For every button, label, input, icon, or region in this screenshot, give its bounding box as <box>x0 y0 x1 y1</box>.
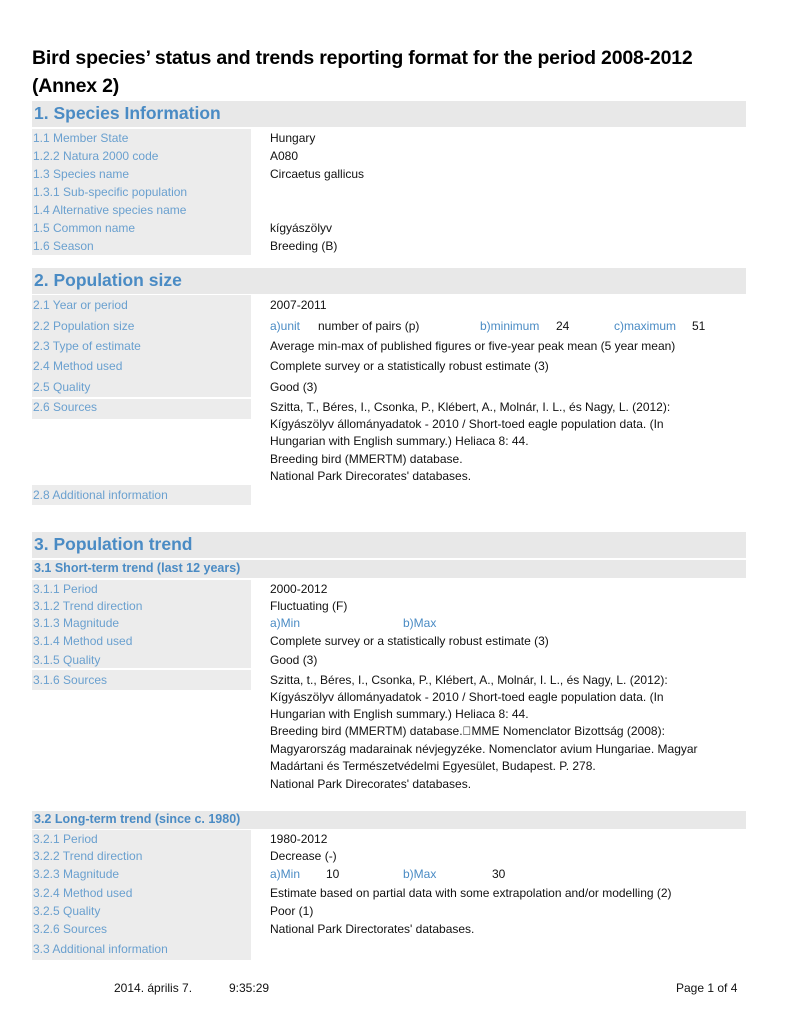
label-long-direction: 3.2.2 Trend direction <box>33 849 143 863</box>
value-species-name: Circaetus gallicus <box>270 167 365 181</box>
value-short-method: Complete survey or a statistically robust estimate (3) <box>270 634 549 648</box>
short-term-title: 3.1 Short-term trend (last 12 years) <box>34 561 241 575</box>
label-long-method: 3.2.4 Method used <box>33 886 133 900</box>
value-common-name: kígyászölyv <box>270 221 333 235</box>
label-sources: 2.6 Sources <box>33 400 98 414</box>
footer-date: 2014. április 7. <box>114 981 193 995</box>
long-min-value: 10 <box>326 867 340 881</box>
label-member-state: 1.1 Member State <box>33 131 129 145</box>
label-type-of-estimate: 2.3 Type of estimate <box>33 339 141 353</box>
label-short-direction: 3.1.2 Trend direction <box>33 599 143 613</box>
section-3-header <box>32 532 746 558</box>
label-long-period: 3.2.1 Period <box>33 832 98 846</box>
long-term-title: 3.2 Long-term trend (since c. 1980) <box>34 812 241 826</box>
label-short-magnitude: 3.1.3 Magnitude <box>33 616 120 630</box>
source-line: Magyarország madarainak névjegyzéke. Nomenclator avium Hungariae. Magyar <box>270 742 698 756</box>
source-line: Szitta, t., Béres, I., Csonka, P., Klébert, A., Molnár, I. L., és Nagy, L. (2012): <box>270 673 668 687</box>
long-max-label: b)Max <box>403 867 437 881</box>
label-quality: 2.5 Quality <box>33 380 91 394</box>
source-line: Kígyászölyv állományadatok - 2010 / Short-toed eagle population data. (In <box>270 417 664 431</box>
source-line: Breeding bird (MMERTM) database. <box>270 452 463 466</box>
footer-page-number: Page 1 of 4 <box>676 981 738 995</box>
section-2-header <box>32 268 746 294</box>
source-line: Kígyászölyv állományadatok - 2010 / Short-toed eagle population data. (In <box>270 690 664 704</box>
source-line: National Park Direcorates' databases. <box>270 469 472 483</box>
value-short-period: 2000-2012 <box>270 582 328 596</box>
label-species-name: 1.3 Species name <box>33 167 130 181</box>
label-natura-code: 1.2.2 Natura 2000 code <box>33 149 159 163</box>
short-min-label: a)Min <box>270 616 301 630</box>
label-long-quality: 3.2.5 Quality <box>33 904 101 918</box>
value-long-quality: Poor (1) <box>270 904 314 918</box>
label-short-method: 3.1.4 Method used <box>33 634 133 648</box>
label-common-name: 1.5 Common name <box>33 221 136 235</box>
source-line: Szitta, T., Béres, I., Csonka, P., Klébert, A., Molnár, I. L., és Nagy, L. (2012): <box>270 400 671 414</box>
value-long-direction: Decrease (-) <box>270 849 337 863</box>
value-quality: Good (3) <box>270 380 318 394</box>
value-long-method: Estimate based on partial data with some extrapolation and/or modelling (2) <box>270 886 672 900</box>
source-line: Hungarian with English summary.) Heliaca 8: 44. <box>270 434 529 448</box>
source-line: Hungarian with English summary.) Heliaca 8: 44. <box>270 707 529 721</box>
unit-label: a)unit <box>270 319 301 333</box>
label-trend-additional-information: 3.3 Additional information <box>33 942 168 956</box>
long-term-header <box>32 811 746 829</box>
label-method-used: 2.4 Method used <box>33 359 123 373</box>
label-additional-information: 2.8 Additional information <box>33 488 168 502</box>
page-title: Bird species’ status and trends reporting format for the period 2008-2012 (Annex 2) <box>32 47 693 97</box>
label-population-size: 2.2 Population size <box>33 319 135 333</box>
value-long-period: 1980-2012 <box>270 832 328 846</box>
long-max-value: 30 <box>492 867 506 881</box>
label-alternative-name: 1.4 Alternative species name <box>33 203 187 217</box>
unit-value: number of pairs (p) <box>318 319 420 333</box>
value-short-quality: Good (3) <box>270 653 318 667</box>
label-sub-specific-population: 1.3.1 Sub-specific population <box>33 185 188 199</box>
label-season: 1.6 Season <box>33 239 94 253</box>
source-line: Madártani és Természetvédelmi Egyesület, Budapest. P. 278. <box>270 759 596 773</box>
short-term-header <box>32 560 746 578</box>
label-short-quality: 3.1.5 Quality <box>33 653 101 667</box>
label-short-sources: 3.1.6 Sources <box>33 673 108 687</box>
maximum-label: c)maximum <box>614 319 676 333</box>
footer-time: 9:35:29 <box>229 981 270 995</box>
value-method-used: Complete survey or a statistically robust estimate (3) <box>270 359 549 373</box>
section-1-title: 1. Species Information <box>34 103 221 123</box>
value-season: Breeding (B) <box>270 239 338 253</box>
label-long-sources: 3.2.6 Sources <box>33 922 108 936</box>
minimum-value: 24 <box>556 319 570 333</box>
section-3-title: 3. Population trend <box>34 534 193 554</box>
label-year-period: 2.1 Year or period <box>33 298 128 312</box>
value-year-period: 2007-2011 <box>270 298 327 312</box>
maximum-value: 51 <box>692 319 706 333</box>
label-short-period: 3.1.1 Period <box>33 582 98 596</box>
source-line: Breeding bird (MMERTM) database. MME Nomenclator Bizottság (2008): <box>270 724 665 738</box>
value-type-of-estimate: Average min-max of published figures or five-year peak mean (5 year mean) <box>270 339 676 353</box>
short-max-label: b)Max <box>403 616 437 630</box>
value-short-direction: Fluctuating (F) <box>270 599 348 613</box>
value-member-state: Hungary <box>270 131 316 145</box>
label-long-magnitude: 3.2.3 Magnitude <box>33 867 120 881</box>
section-1-header <box>32 101 746 127</box>
section-2-title: 2. Population size <box>34 270 182 290</box>
source-line: National Park Direcorates' databases. <box>270 777 472 791</box>
minimum-label: b)minimum <box>480 319 540 333</box>
long-min-label: a)Min <box>270 867 301 881</box>
value-long-sources: National Park Directorates' databases. <box>270 922 475 936</box>
value-natura-code: A080 <box>270 149 299 163</box>
